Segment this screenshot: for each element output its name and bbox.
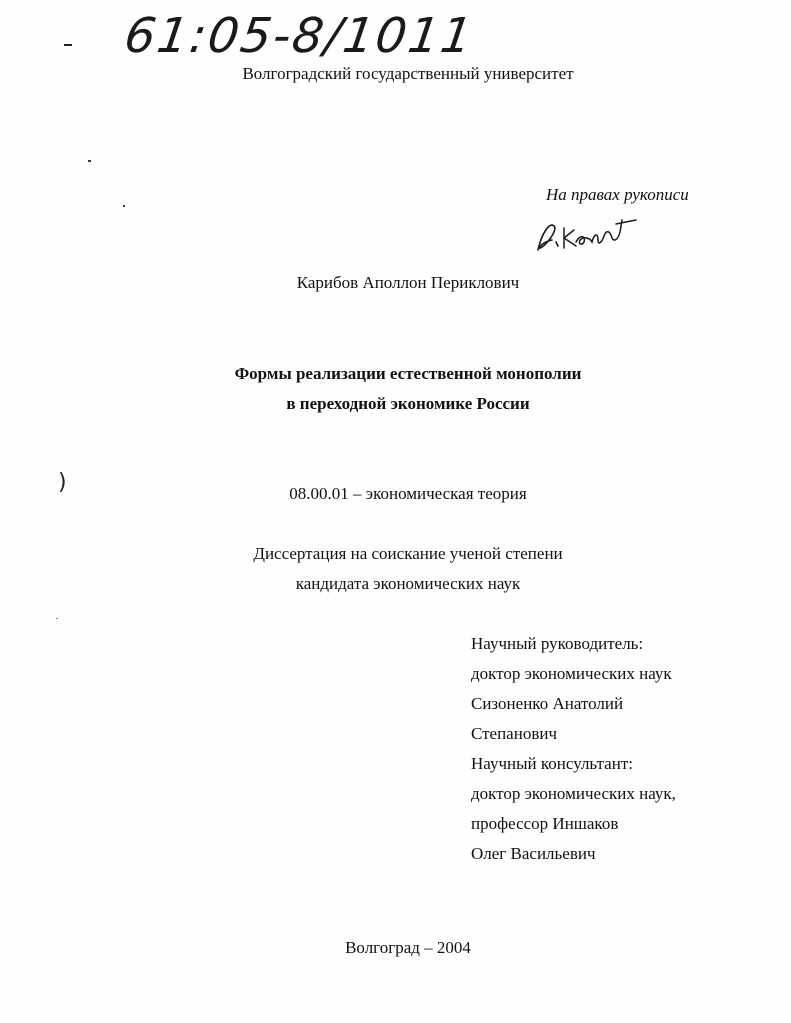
advisor-name: Сизоненко Анатолий <box>471 694 624 713</box>
specialty-code: 08.00.01 – экономическая теория <box>289 484 527 503</box>
university-name: Волгоградский государственный университет <box>242 64 574 83</box>
advisor-degree: доктор экономических наук <box>471 664 672 683</box>
margin-bracket-mark: ) <box>58 470 67 495</box>
scan-speck <box>56 618 58 619</box>
author-name: Карибов Аполлон Периклович <box>296 273 520 292</box>
author-signature <box>532 212 642 258</box>
scan-speck <box>88 160 91 162</box>
handwritten-archive-code <box>121 8 485 70</box>
manuscript-rights-note: На правах рукописи <box>546 185 689 204</box>
advisor-role-consultant: Научный консультант: <box>471 754 633 773</box>
advisor-role-supervisor: Научный руководитель: <box>471 634 644 653</box>
advisors-block <box>471 634 771 874</box>
consultant-title-name: профессор Иншаков <box>471 814 619 833</box>
consultant-degree: доктор экономических наук, <box>471 784 676 803</box>
margin-dash-mark <box>64 44 72 46</box>
degree-line-2: кандидата экономических наук <box>295 574 521 593</box>
city-year: Волгоград – 2004 <box>345 938 471 957</box>
dissertation-title-line-1: Формы реализации естественной монополии <box>234 364 582 383</box>
advisor-patronymic: Степанович <box>471 724 558 743</box>
degree-line-1: Диссертация на соискание ученой степени <box>253 544 563 563</box>
scan-speck <box>123 205 125 207</box>
dissertation-title-line-2: в переходной экономике России <box>286 394 530 413</box>
handwritten-code-text: 61:05-8/1011 <box>121 8 478 64</box>
consultant-patronymic: Олег Васильевич <box>471 844 596 863</box>
